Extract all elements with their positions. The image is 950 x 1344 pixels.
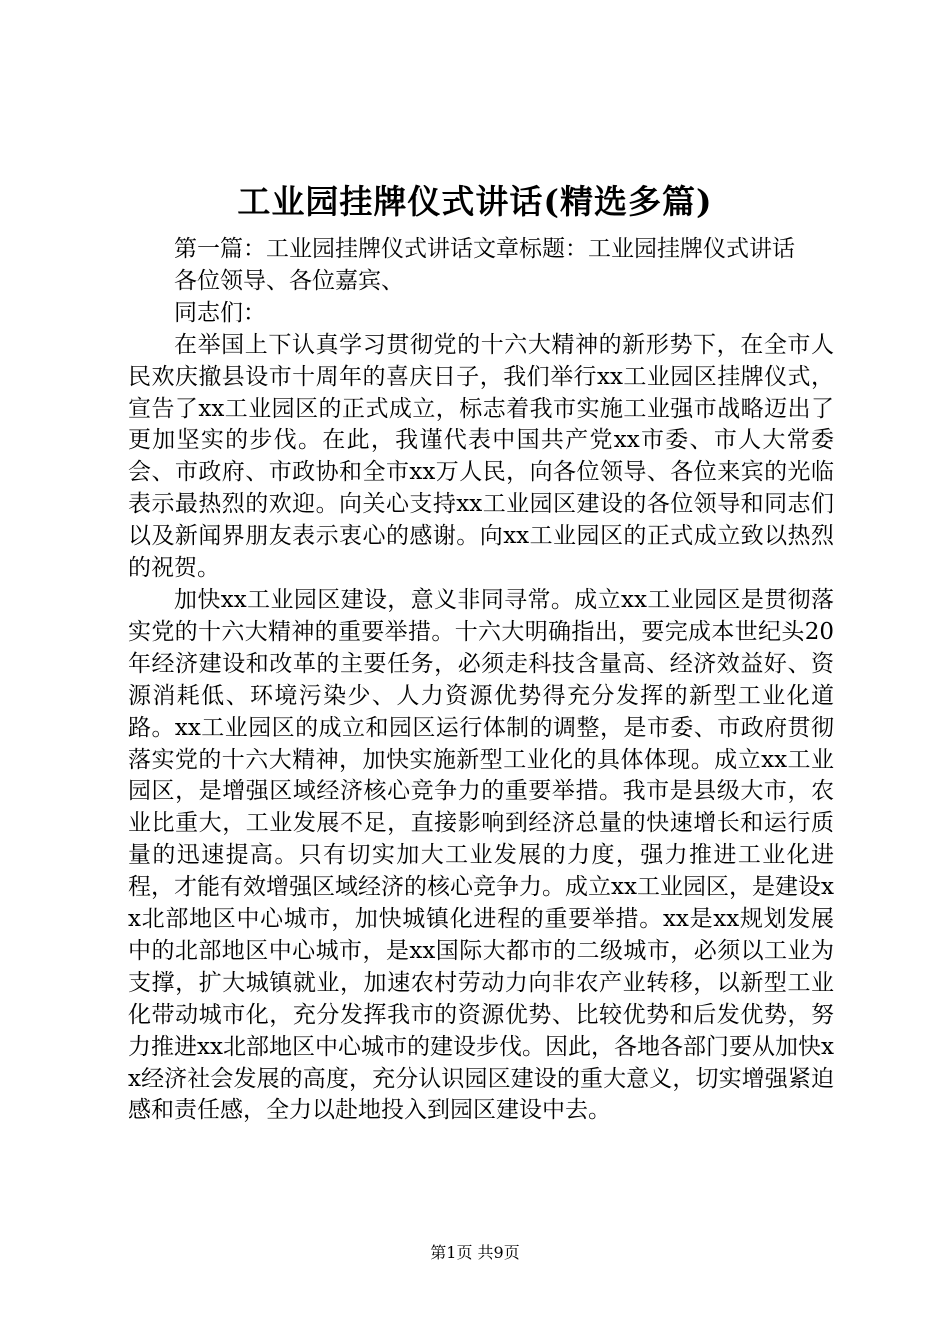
page-number: 第1页 共9页: [430, 1243, 520, 1262]
paragraph-body-1: 在举国上下认真学习贯彻党的十六大精神的新形势下，在全市人民欢庆撤县设市十周年的喜庆日子，我们举行xx工业园区挂牌仪式，宣告了xx工业园区的正式成立，标志着我市实施工业强市战略迈出了更加坚实的步伐。在此，我谨代表中国共产党xx市委、市人大常委会、市政府、市政协和全市xx万人民，向各位领导、各位来宾的光临表示最热烈的欢迎。向关心支持xx工业园区建设的各位领导和同志们以及新闻界朋友表示衷心的感谢。向xx工业园区的正式成立致以热烈的祝贺。: [128, 331, 834, 582]
paragraph-body-2: 加快xx工业园区建设，意义非同寻常。成立xx工业园区是贯彻落实党的十六大精神的重要举措。十六大明确指出，要完成本世纪头20年经济建设和改革的主要任务，必须走科技含量高、经济效益好、资源消耗低、环境污染少、人力资源优势得充分发挥的新型工业化道路。xx工业园区的成立和园区运行体制的调整，是市委、市政府贯彻落实党的十六大精神，加快实施新型工业化的具体体现。成立xx工业园区，是增强区域经济核心竞争力的重要举措。我市是县级大市，农业比重大，工业发展不足，直接影响到经济总量的快速增长和运行质量的迅速提高。只有切实加大工业发展的力度，强力推进工业化进程，才能有效增强区域经济的核心竞争力。成立xx工业园区，是建设xx北部地区中心城市，加快城镇化进程的重要举措。xx是xx规划发展中的北部地区中心城市，是xx国际大都市的二级城市，必须以工业为支撑，扩大城镇就业，加速农村劳动力向非农产业转移，以新型工业化带动城市化，充分发挥我市的资源优势、比较优势和后发优势，努力推进xx北部地区中心城市的建设步伐。因此，各地各部门要从加快xx经济社会发展的高度，充分认识园区建设的重大意义，切实增强紧迫感和责任感，全力以赴地投入到园区建设中去。: [128, 586, 834, 1124]
paragraph-salutation-2: 同志们：: [174, 299, 266, 326]
paragraph-salutation-1: 各位领导、各位嘉宾、: [174, 267, 404, 294]
document-title: 工业园挂牌仪式讲话(精选多篇): [237, 182, 713, 221]
document-body: [128, 234, 834, 1127]
paragraph-heading: 第一篇：工业园挂牌仪式讲话文章标题：工业园挂牌仪式讲话: [174, 236, 795, 262]
